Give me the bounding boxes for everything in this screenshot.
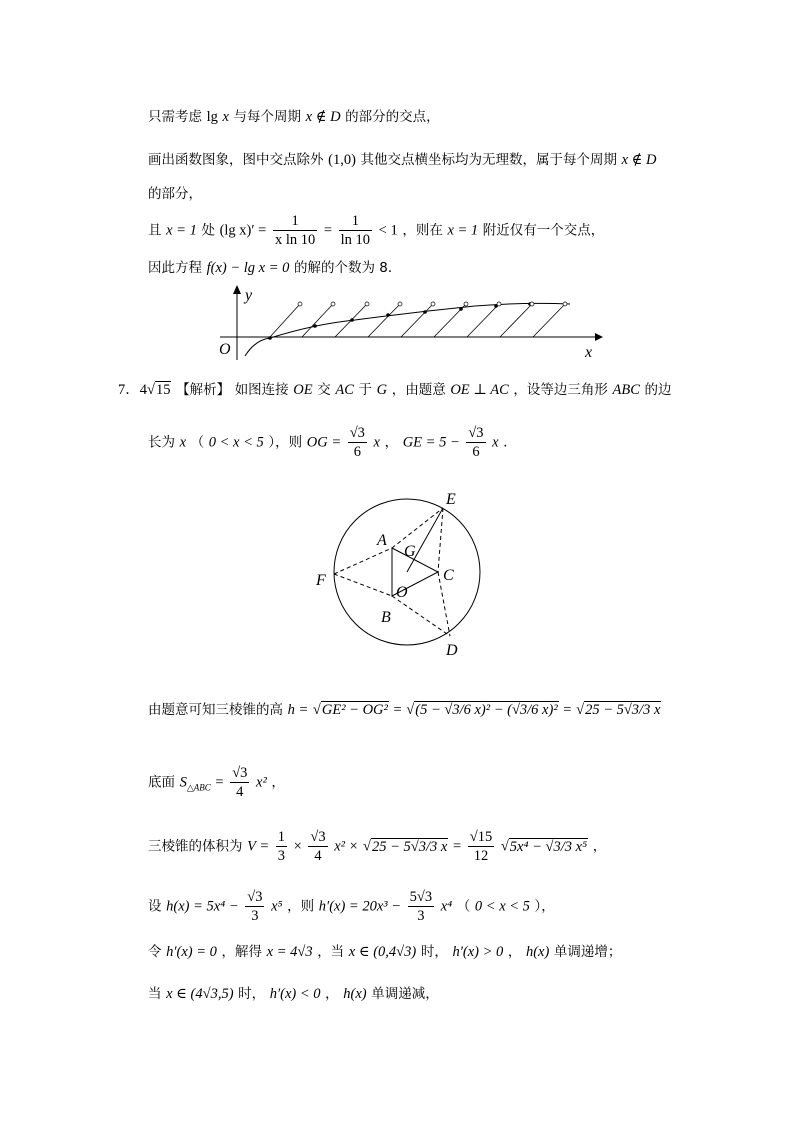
text-line-4: 且 x = 1 处 (lg x)′ = $\frac{1}{\text{x ln 10}}$ = $\frac{1}{\ln 10}$ < 1 ，则在 x = 1 附近仅有一个交点， <box>148 213 605 248</box>
label-f: F <box>316 572 326 589</box>
text-line-10: 三棱锥的体积为 V = $\frac{1}{3}$ × $\frac{√3}{4}$ x² × √25 − 5√3/3 x = $\frac{√15}{12}$ √5x⁴ − √3/3 x⁵ ， <box>148 829 607 864</box>
label-e: E <box>446 491 456 508</box>
text-line-2: 画出函数图象，图中交点除外 (1,0) 其他交点横坐标均为无理数，属于每个周期 x ∉ D <box>148 152 657 168</box>
text-line-7: 长为 x （ 0 < x < 5 ），则 OG = $\frac{√3}{6}$ x ， GE = 5 − $\frac{√3}{6}$ x ． <box>148 425 517 460</box>
x-label: x <box>585 344 593 361</box>
fraction: $\frac{1}{\ln 10}$ <box>340 213 371 248</box>
open-points <box>298 302 567 306</box>
text-line-12: 令 h′(x) = 0 ，解得 x = 4√3 ，当 x ∈ (0,4√3) 时， h′(x) > 0 ， h(x) 单调递增； <box>148 944 622 960</box>
intersection-points <box>268 302 532 340</box>
label-d: D <box>446 642 458 659</box>
y-axis-arrow <box>233 285 241 294</box>
problem-7-line: 7．4√15 【解析】 如图连接 OE 交 AC 于 G ，由题意 OE ⊥ AC ，设等边三角形 ABC 的边 <box>118 382 672 398</box>
y-label: y <box>245 287 253 304</box>
x-axis-arrow <box>595 333 603 341</box>
label-c: C <box>443 567 454 584</box>
text-line-13: 当 x ∈ (4√3,5) 时， h′(x) < 0 ， h(x) 单调递减， <box>148 986 439 1002</box>
origin-label: O <box>219 341 231 358</box>
text-line-1: 只需考虑 lg x 与每个周期 x ∉ D 的部分的交点， <box>148 109 440 125</box>
label-a: A <box>377 532 387 549</box>
label-b: B <box>381 609 391 626</box>
label-o: O <box>396 584 408 601</box>
circle-triangle-figure <box>310 488 490 660</box>
hatch-lines <box>270 304 565 337</box>
fraction: $\frac{1}{\text{x ln 10}}$ <box>274 213 316 248</box>
text-line-3: 的部分， <box>148 186 202 202</box>
text-line-9: 底面 $S_{\triangle ABC}$ = $\frac{√3}{4}$ x² ， <box>148 765 285 800</box>
text-line-8: 由题意可知三棱锥的高 h = √GE² − OG² = √(5 − √3/6 x)² − (√3/6 x)² = √25 − 5√3/3 x <box>148 702 661 718</box>
log-graph-figure <box>215 282 605 362</box>
text-line-11: 设 h(x) = 5x⁴ − $\frac{√3}{3}$ x⁵ ，则 h′(x) = 20x³ − $\frac{5√3}{3}$ x⁴ （ 0 < x < 5 ）， <box>148 889 555 924</box>
label-g: G <box>404 543 416 560</box>
text-line-5: 因此方程 f(x) − lg x = 0 的解的个数为 8． <box>148 260 402 276</box>
segment-oe <box>407 508 443 572</box>
